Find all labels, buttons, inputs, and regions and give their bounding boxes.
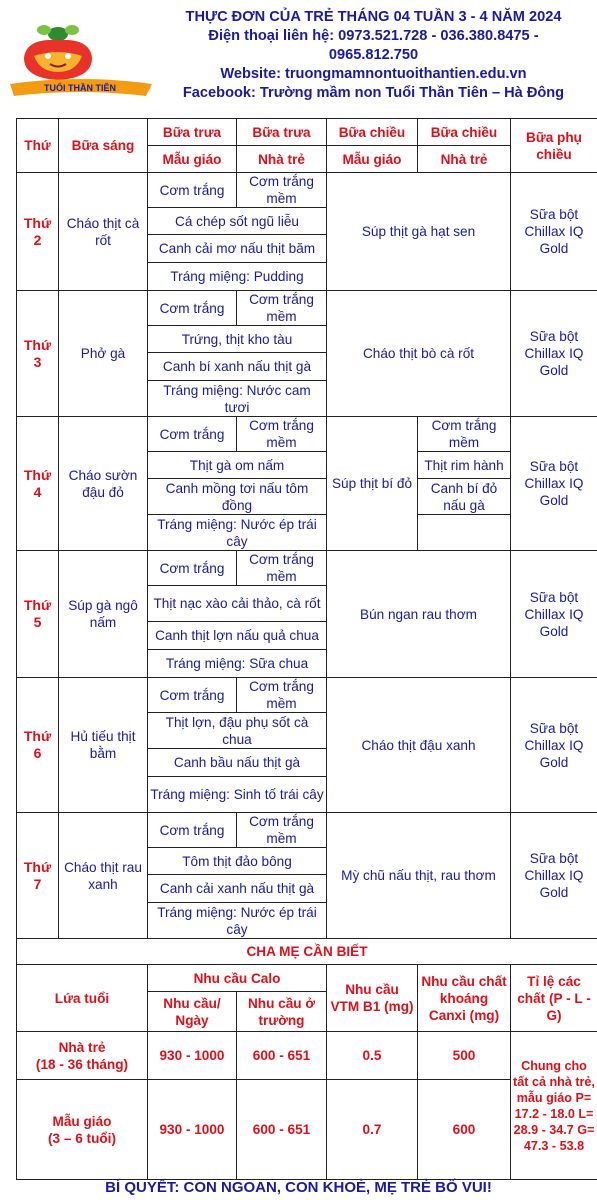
- main-dish-cell: Thịt nạc xào cải thảo, cà rốt: [148, 586, 327, 622]
- breakfast-cell: Cháo thịt cà rốt: [59, 173, 148, 291]
- col-bua-sang: Bữa sáng: [59, 119, 148, 173]
- website-link[interactable]: Website: truongmamnontuoithantien.edu.vn: [220, 66, 527, 82]
- rice-mg-cell: Cơm trắng: [148, 678, 237, 713]
- afternoon-nt-soup: Canh bí đỏ nấu gà: [418, 479, 511, 515]
- main-dish-cell: Cá chép sốt ngũ liễu: [148, 208, 327, 235]
- vtm-value: 0.7: [327, 1080, 418, 1180]
- breakfast-cell: Súp gà ngô nấm: [59, 551, 148, 678]
- col-bua-trua-mg: Bữa trưa: [148, 119, 237, 146]
- col-bua-phu: Bữa phụ chiều: [511, 119, 597, 173]
- col-thu: Thứ: [17, 119, 59, 173]
- snack-cell: Sữa bột Chillax IQ Gold: [511, 417, 597, 551]
- snack-cell: Sữa bột Chillax IQ Gold: [511, 173, 597, 291]
- rice-nt-cell: Cơm trắng mềm: [237, 173, 327, 208]
- facebook-link[interactable]: Facebook: Trường mầm non Tuổi Thần Tiên – Hà Đông: [182, 85, 565, 101]
- school-logo: [6, 18, 154, 98]
- page-title: THỰC ĐƠN CỦA TRẺ THÁNG 04 TUẦN 3 - 4 NĂM 2024: [185, 9, 562, 25]
- canxi-value: 500: [418, 1032, 511, 1080]
- afternoon-cell: Bún ngan rau thơm: [327, 551, 511, 678]
- calo-school-value: 600 - 651: [237, 1032, 327, 1080]
- age-mau-giao: [17, 1080, 148, 1180]
- rice-nt-cell: Cơm trắng mềm: [237, 291, 327, 326]
- calo-header: Nhu cầu Calo: [148, 965, 327, 992]
- rice-nt-cell: Cơm trắng mềm: [237, 813, 327, 848]
- snack-cell: Sữa bột Chillax IQ Gold: [511, 551, 597, 678]
- rice-mg-cell: Cơm trắng: [148, 551, 237, 586]
- rice-mg-cell: Cơm trắng: [148, 173, 237, 208]
- dessert-cell: Tráng miệng: Sinh tố trái cây: [148, 777, 327, 813]
- ratio-header: Tỉ lệ các chất (P - L - G): [511, 965, 597, 1032]
- calo-day-value: 930 - 1000: [148, 1032, 237, 1080]
- phone-line-2: 0965.812.750: [328, 47, 419, 63]
- afternoon-nt-rice: Cơm trắng mềm: [418, 417, 511, 452]
- vtm-value: 0.5: [327, 1032, 418, 1080]
- breakfast-cell: Hủ tiếu thịt bằm: [59, 678, 148, 813]
- calo-day-value: 930 - 1000: [148, 1080, 237, 1180]
- soup-cell: Canh bí xanh nấu thịt gà: [148, 353, 327, 381]
- rice-mg-cell: Cơm trắng: [148, 417, 237, 452]
- sub-mau-giao: Mẫu giáo: [148, 146, 237, 173]
- sub-nha-tre: Nhà trẻ: [418, 146, 511, 173]
- main-dish-cell: Tôm thịt đảo bông: [148, 848, 327, 875]
- afternoon-cell: Mỳ chũ nấu thịt, rau thơm: [327, 813, 511, 939]
- parents-section-title: CHA MẸ CẦN BIẾT: [17, 939, 597, 965]
- soup-cell: Canh thịt lợn nấu quả chua: [148, 622, 327, 650]
- age-range: (3 – 6 tuổi): [48, 1130, 116, 1146]
- soup-cell: Canh cải xanh nấu thịt gà: [148, 875, 327, 903]
- age-header: Lứa tuổi: [17, 965, 148, 1032]
- afternoon-cell: Súp thịt gà hạt sen: [327, 173, 511, 291]
- canxi-value: 600: [418, 1080, 511, 1180]
- age-range: (18 - 36 tháng): [35, 1056, 129, 1072]
- afternoon-cell: Cháo thịt đậu xanh: [327, 678, 511, 813]
- calo-day-header: Nhu cầu/ Ngày: [148, 992, 237, 1032]
- rice-mg-cell: Cơm trắng: [148, 291, 237, 326]
- breakfast-cell: Cháo thịt rau xanh: [59, 813, 148, 939]
- rice-mg-cell: Cơm trắng: [148, 813, 237, 848]
- dessert-cell: Tráng miệng: Nước ép trái cây: [148, 903, 327, 939]
- afternoon-mg-cell: Súp thịt bí đỏ: [327, 417, 418, 551]
- calo-school-value: 600 - 651: [237, 1080, 327, 1180]
- menu-table: [16, 118, 597, 1180]
- sub-mau-giao: Mẫu giáo: [327, 146, 418, 173]
- col-bua-chieu-mg: Bữa chiều: [327, 119, 418, 146]
- afternoon-nt-empty: [418, 515, 511, 551]
- age-nha-tre: [17, 1032, 148, 1080]
- snack-cell: Sữa bột Chillax IQ Gold: [511, 291, 597, 417]
- soup-cell: Canh bầu nấu thịt gà: [148, 749, 327, 777]
- sub-nha-tre: Nhà trẻ: [237, 146, 327, 173]
- col-bua-chieu-nt: Bữa chiều: [418, 119, 511, 146]
- main-dish-cell: Trứng, thịt kho tàu: [148, 326, 327, 353]
- day-label: Thứ 3: [17, 291, 59, 417]
- rice-nt-cell: Cơm trắng mềm: [237, 551, 327, 586]
- age-label: Mẫu giáo: [52, 1113, 112, 1129]
- main-dish-cell: Thịt lợn, đậu phụ sốt cà chua: [148, 713, 327, 749]
- breakfast-cell: Phở gà: [59, 291, 148, 417]
- calo-school-header: Nhu cầu ở trường: [237, 992, 327, 1032]
- phone-line: Điện thoại liên hệ: 0973.521.728 - 036.380.8475 -: [208, 28, 539, 44]
- day-label: Thứ 2: [17, 173, 59, 291]
- afternoon-cell: Cháo thịt bò cà rốt: [327, 291, 511, 417]
- day-label: Thứ 4: [17, 417, 59, 551]
- day-label: Thứ 7: [17, 813, 59, 939]
- dessert-cell: Tráng miệng: Sữa chua: [148, 650, 327, 678]
- breakfast-cell: Cháo sườn đậu đỏ: [59, 417, 148, 551]
- col-bua-trua-nt: Bữa trưa: [237, 119, 327, 146]
- age-label: Nhà trẻ: [58, 1039, 106, 1055]
- canxi-header: Nhu cầu chất khoáng Canxi (mg): [418, 965, 511, 1032]
- dessert-cell: Tráng miệng: Pudding: [148, 263, 327, 291]
- header-info: [150, 8, 597, 103]
- snack-cell: Sữa bột Chillax IQ Gold: [511, 813, 597, 939]
- soup-cell: Canh cải mơ nấu thịt băm: [148, 235, 327, 263]
- vtm-header: Nhu cầu VTM B1 (mg): [327, 965, 418, 1032]
- rice-nt-cell: Cơm trắng mềm: [237, 417, 327, 452]
- dessert-cell: Tráng miệng: Nước ép trái cây: [148, 515, 327, 551]
- ratio-value: Chung cho tất cả nhà trẻ, mẫu giáo P= 17.2 - 18.0 L= 28.9 - 34.7 G= 47.3 - 53.8: [511, 1032, 597, 1180]
- rice-nt-cell: Cơm trắng mềm: [237, 678, 327, 713]
- snack-cell: Sữa bột Chillax IQ Gold: [511, 678, 597, 813]
- day-label: Thứ 5: [17, 551, 59, 678]
- footer-slogan: BÍ QUYẾT: CON NGOAN, CON KHOẺ, MẸ TRẺ BỐ VUI!: [105, 1179, 492, 1196]
- page-header: [0, 0, 597, 118]
- logo-text: TUỔI THẦN TIÊN: [44, 83, 116, 93]
- dessert-cell: Tráng miệng: Nước cam tươi: [148, 381, 327, 417]
- afternoon-nt-main: Thịt rim hành: [418, 452, 511, 479]
- soup-cell: Canh mồng tơi nấu tôm đồng: [148, 479, 327, 515]
- day-label: Thứ 6: [17, 678, 59, 813]
- main-dish-cell: Thịt gà om nấm: [148, 452, 327, 479]
